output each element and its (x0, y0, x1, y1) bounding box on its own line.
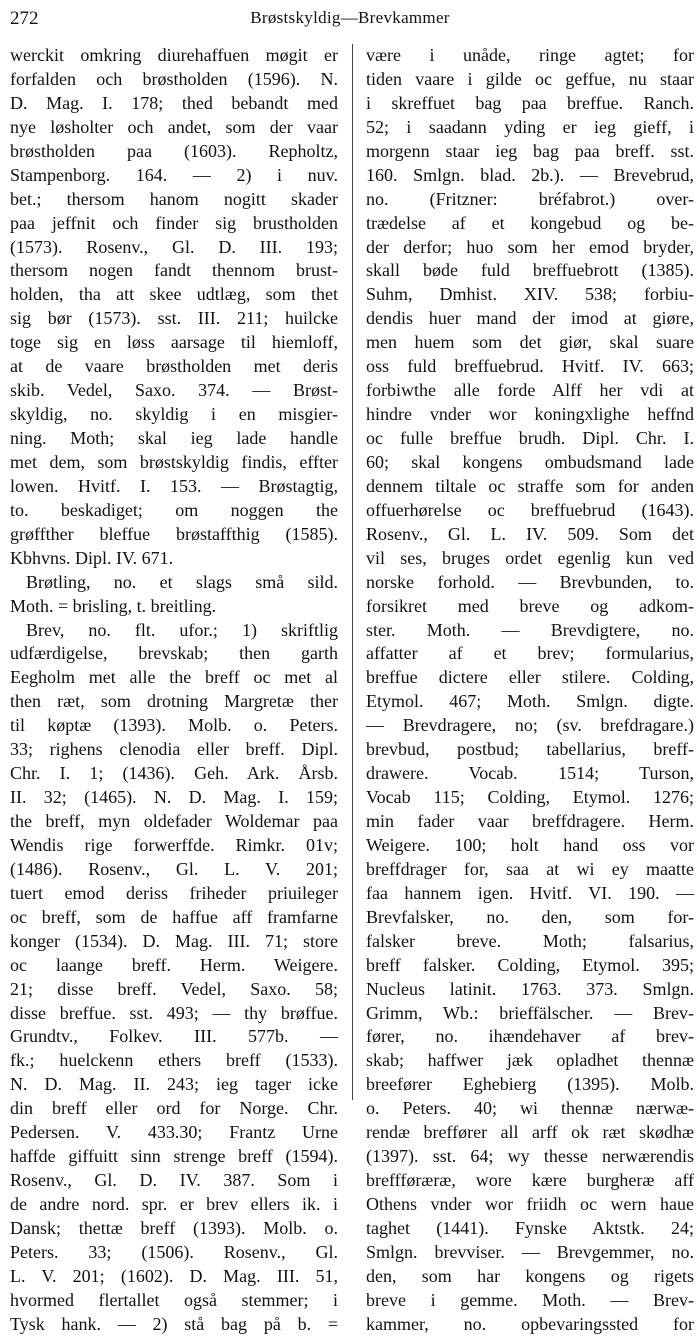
text-line: udfærdigelse, brevskab; then garth (10, 643, 338, 664)
text-line: ning. Moth; skal ieg lade handle (10, 428, 338, 448)
text-line: de andre nord. spr. er brev ellers ik. i (10, 1194, 338, 1214)
text-line: 60; skal kongens ombudsmand lade (366, 451, 694, 472)
text-line: Brev, no. flt. ufor.; 1) skriftlig (26, 619, 338, 640)
text-line: ster. Moth. — Brevdigtere, no. (366, 619, 694, 640)
text-line: the breff, myn oldefader Woldemar paa (10, 811, 338, 831)
text-line: brevbud, postbud; tabellarius, breff- (366, 739, 694, 760)
text-line: forbiwthe alle forde Alff her vdi at (366, 380, 694, 401)
text-line: holden, tha att skee udtlæg, som thet (10, 284, 338, 305)
text-line: 21; disse breff. Vedel, Saxo. 58; (10, 978, 338, 999)
text-line: Moth. = brisling, t. breitling. (10, 595, 217, 616)
text-line: paa jeffnit och finder sig brustholden (10, 212, 338, 233)
text-columns (10, 44, 696, 1334)
text-line: Dansk; thettæ breff (1393). Molb. o. (10, 1217, 338, 1238)
text-line: lowen. Hvitf. I. 153. — Brøstagtig, (10, 475, 338, 496)
text-line: o. Peters. 40; wi thennæ nærwæ- (366, 1098, 694, 1119)
text-line: breve i gemme. Moth. — Brev- (366, 1289, 694, 1310)
text-line: Brøtling, no. et slags små sild. (26, 571, 338, 592)
text-line: toge sig en løss aarsage til hiemloff, (10, 332, 338, 353)
text-line: no. (Fritzner: bréfabrot.) over- (366, 188, 694, 209)
text-line: N. D. Mag. II. 243; ieg tager icke (10, 1074, 338, 1095)
text-line: 33; righens clenodia eller breff. Dipl. (10, 739, 338, 760)
text-line: norske forhold. — Brevbunden, to. (366, 571, 694, 592)
text-line: at de vaare brøstholden met deris (10, 356, 338, 377)
text-line: falsker breve. Moth; falsarius, (366, 930, 694, 951)
text-line: offuerhørelse oc breffuebrud (1643). (366, 499, 694, 520)
text-line: disse breffue. sst. 493; — thy brøffue. (10, 1002, 338, 1023)
text-line: skib. Vedel, Saxo. 374. — Brøst- (10, 380, 338, 401)
text-line: grøffther bleffue brøstaffthig (1585). (10, 523, 338, 544)
text-line: den, som har kongens og rigets (366, 1265, 694, 1286)
text-line: hindre vnder wor koningxlighe heffnd (366, 404, 694, 425)
text-line: nye løsholter och andet, som der vaar (10, 116, 338, 137)
text-line: dendis huer mand der imod at giøre, (366, 308, 694, 329)
text-line: være i unåde, ringe agtet; for (366, 45, 694, 65)
text-line: tuert emod deriss friheder priuileger (10, 882, 338, 903)
text-line: rendæ breffører all arff ok ræt skødhæ (366, 1122, 694, 1143)
text-line: morgenn staar ieg bag paa breff. sst. (366, 140, 694, 161)
text-line: breefører Eghebierg (1395). Molb. (366, 1074, 694, 1095)
text-line: fører, no. ihændehaver af brev- (366, 1026, 694, 1047)
text-line: Rosenv., Gl. D. IV. 387. Som i (10, 1170, 338, 1191)
text-line: dennem tiltale oc straffe som for anden (366, 475, 694, 496)
text-line: min fader vaar breffdragere. Herm. (366, 811, 694, 831)
text-line: 52; i saadann yding er ieg gieff, i (366, 116, 694, 137)
text-line: kammer, no. opbevaringssted for (366, 1313, 694, 1334)
text-line: D. Mag. I. 178; thed bebandt med (10, 92, 338, 113)
text-line: Pedersen. V. 433.30; Frantz Urne (10, 1122, 338, 1143)
text-line: Etymol. 467; Moth. Smlgn. digte. (366, 691, 694, 712)
text-line: Rosenv., Gl. L. IV. 509. Som det (366, 523, 694, 544)
text-line: oc breff, som de haffue aff framfarne (10, 906, 338, 927)
text-line: skyldig, no. skyldig i en misgier- (10, 404, 338, 425)
text-line: forsikret med breve og adkom- (366, 595, 694, 616)
running-head: Brøstskyldig—Brevkammer (250, 8, 450, 27)
text-line: L. V. 201; (1602). D. Mag. III. 51, (10, 1265, 338, 1286)
text-line: hvormed flertallet også stemmer; i (10, 1289, 338, 1310)
text-line: 160. Smlgn. blad. 2b.). — Brevebrud, (366, 164, 694, 185)
text-line: Vocab 115; Colding, Etymol. 1276; (366, 787, 694, 808)
left-column (10, 44, 338, 1334)
text-line: Suhm, Dmhist. XIV. 538; forbiu- (366, 284, 694, 305)
column-divider (352, 44, 353, 1100)
text-line: konger (1534). D. Mag. III. 71; store (10, 930, 338, 951)
text-line: Peters. 33; (1506). Rosenv., Gl. (10, 1241, 338, 1262)
text-line: i skreffuet bag paa breffue. Ranch. (366, 92, 694, 113)
page-number: 272 (10, 8, 39, 29)
text-line: Stampenborg. 164. — 2) i nuv. (10, 164, 338, 185)
text-line: trædelse af et kongebud og be- (366, 212, 694, 233)
text-line: Smlgn. brevviser. — Brevgemmer, no. (366, 1241, 694, 1262)
text-line: taghet (1441). Fynske Aktstk. 24; (366, 1217, 694, 1238)
text-line: II. 32; (1465). N. D. Mag. I. 159; (10, 787, 338, 808)
text-line: skab; haffwer jæk opladhet thennæ (366, 1050, 694, 1071)
text-line: forfalden och brøstholden (1596). N. (10, 68, 338, 89)
text-line: sig bør (1573). sst. III. 211; huilcke (10, 308, 338, 329)
text-line: bet.; thersom hanom nogitt skader (10, 188, 338, 209)
text-line: Weigere. 100; holt hand oss vor (366, 834, 694, 855)
text-line: men huem som det giør, skal suare (366, 332, 694, 353)
text-line: Chr. I. 1; (1436). Geh. Ark. Årsb. (10, 763, 338, 784)
text-line: drawere. Vocab. 1514; Turson, (366, 763, 694, 784)
text-line: then ræt, som drotning Margretæ ther (10, 691, 338, 712)
text-line: breffføræræ, wore kære burgheræ aff (366, 1170, 694, 1191)
text-line: skall bøde fuld breffuebrott (1385). (366, 260, 694, 281)
text-line: fk.; huelckenn ethers breff (1533). (10, 1050, 338, 1071)
text-line: — Brevdragere, no; (sv. brefdragare.) (366, 715, 694, 736)
text-line: Tysk hank. — 2) stå bag på b. = (10, 1313, 338, 1334)
text-line: to. beskadiget; om noggen the (10, 499, 338, 520)
text-line: affatter af et brev; formularius, (366, 643, 694, 664)
text-line: til køptæ (1393). Molb. o. Peters. (10, 715, 338, 736)
text-line: Brevfalsker, no. den, som for- (366, 906, 694, 927)
text-line: Grundtv., Folkev. III. 577b. — (10, 1026, 338, 1047)
text-line: Eegholm met alle the breff oc met al (10, 667, 338, 688)
text-line: breffdrager for, saa at wi ey maatte (366, 858, 694, 879)
text-line: (1397). sst. 64; wy thesse nerwærendis (366, 1146, 694, 1167)
text-line: oss fuld breffuebrud. Hvitf. IV. 663; (366, 356, 694, 377)
text-line: brøstholden paa (1603). Repholtz, (10, 140, 338, 161)
text-line: haffde giffuitt sinn strenge breff (1594). (10, 1146, 338, 1167)
page-header (0, 0, 700, 40)
text-line: werckit omkring diurehaffuen møgit er (10, 45, 338, 65)
text-line: oc fulle breffue brudh. Dipl. Chr. I. (366, 428, 694, 448)
text-line: (1573). Rosenv., Gl. D. III. 193; (10, 236, 338, 257)
text-line: (1486). Rosenv., Gl. L. V. 201; (10, 858, 338, 879)
text-line: thersom nogen fandt thennom brust- (10, 260, 338, 281)
text-line: faa hannem igen. Hvitf. VI. 190. — (366, 882, 694, 903)
right-column (366, 44, 694, 1334)
text-line: met dem, som brøstskyldig findis, effter (10, 451, 338, 472)
text-line: Grimm, Wb.: brieffälscher. — Brev- (366, 1002, 694, 1023)
text-line: oc laange breff. Herm. Weigere. (10, 954, 338, 975)
text-line: vil ses, bruges ordet egenlig kun ved (366, 547, 694, 568)
text-line: Othens vnder wor friidh oc wern haue (366, 1194, 694, 1214)
text-line: din breff eller ord for Norge. Chr. (10, 1098, 338, 1119)
text-line: Kbhvns. Dipl. IV. 671. (10, 547, 174, 568)
text-line: breffue dictere eller stilere. Colding, (366, 667, 694, 688)
text-line: Wendis rige forwerffde. Rimkr. 01v; (10, 834, 338, 855)
text-line: breff falsker. Colding, Etymol. 395; (366, 954, 694, 975)
text-line: tiden vaare i gilde oc geffue, nu staar (366, 68, 694, 89)
text-line: Nucleus latinit. 1763. 373. Smlgn. (366, 978, 694, 999)
text-line: der derfor; huo som her emod bryder, (366, 236, 694, 257)
